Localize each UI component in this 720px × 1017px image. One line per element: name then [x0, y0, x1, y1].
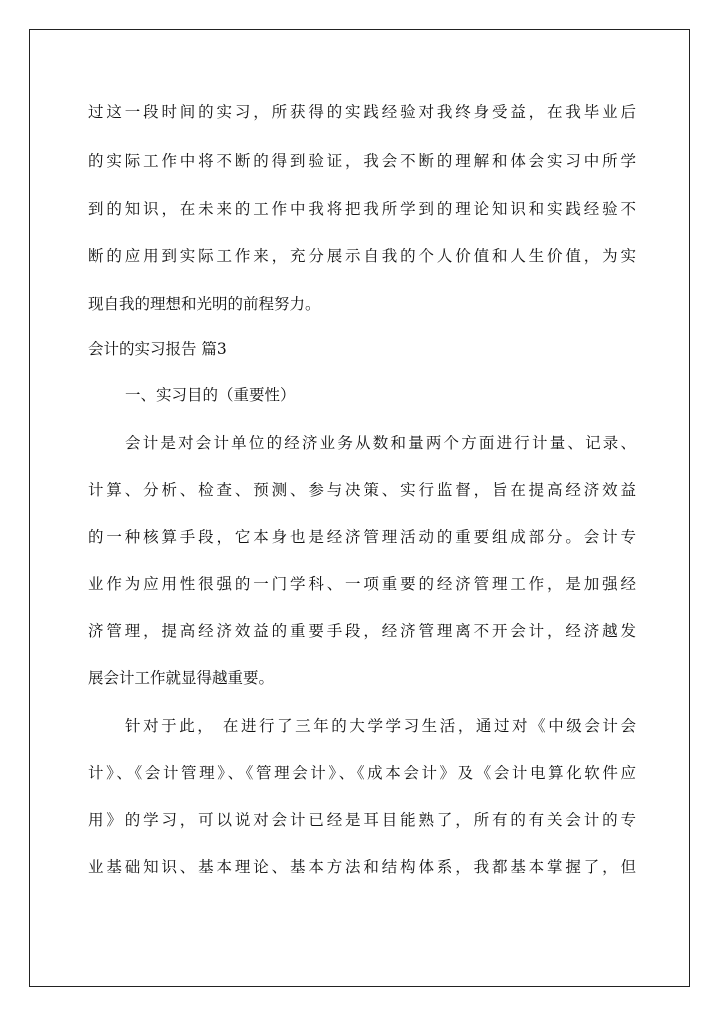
paragraph-line: 业基础知识、基本理论、基本方法和结构体系，我都基本掌握了，但 — [88, 858, 636, 876]
paragraph-line: 的一种核算手段，它本身也是经济管理活动的重要组成部分。会计专 — [88, 528, 636, 546]
paragraph-line: 业作为应用性很强的一门学科、一项重要的经济管理工作，是加强经 — [88, 575, 636, 593]
paragraph-line: 针对于此， 在进行了三年的大学学习生活，通过对《中级会计会 — [125, 717, 636, 735]
paragraph-line: 计》、《会计管理》、《管理会计》、《成本会计》及《会计电算化软件应 — [88, 764, 636, 782]
paragraph-line: 现自我的理想和光明的前程努力。 — [88, 295, 321, 313]
paragraph-line: 会计是对会计单位的经济业务从数和量两个方面进行计量、记录、 — [125, 434, 636, 452]
paragraph-line: 济管理，提高经济效益的重要手段，经济管理离不开会计，经济越发 — [88, 622, 636, 640]
paragraph-line: 过这一段时间的实习，所获得的实践经验对我终身受益，在我毕业后 — [88, 103, 636, 121]
paragraph-line: 的实际工作中将不断的得到验证，我会不断的理解和体会实习中所学 — [88, 152, 636, 170]
paragraph-line: 断的应用到实际工作来，充分展示自我的个人价值和人生价值，为实 — [88, 247, 636, 265]
paragraph-line: 到的知识，在未来的工作中我将把我所学到的理论知识和实践经验不 — [88, 200, 636, 218]
paragraph-line: 用》的学习，可以说对会计已经是耳目能熟了，所有的有关会计的专 — [88, 811, 636, 829]
section-title: 会计的实习报告 篇3 — [88, 340, 227, 358]
page-border — [29, 29, 690, 987]
paragraph-line: 展会计工作就显得越重要。 — [88, 669, 275, 687]
subheading: 一、实习目的（重要性） — [125, 386, 296, 404]
paragraph-line: 计算、分析、检查、预测、参与决策、实行监督，旨在提高经济效益 — [88, 481, 636, 499]
